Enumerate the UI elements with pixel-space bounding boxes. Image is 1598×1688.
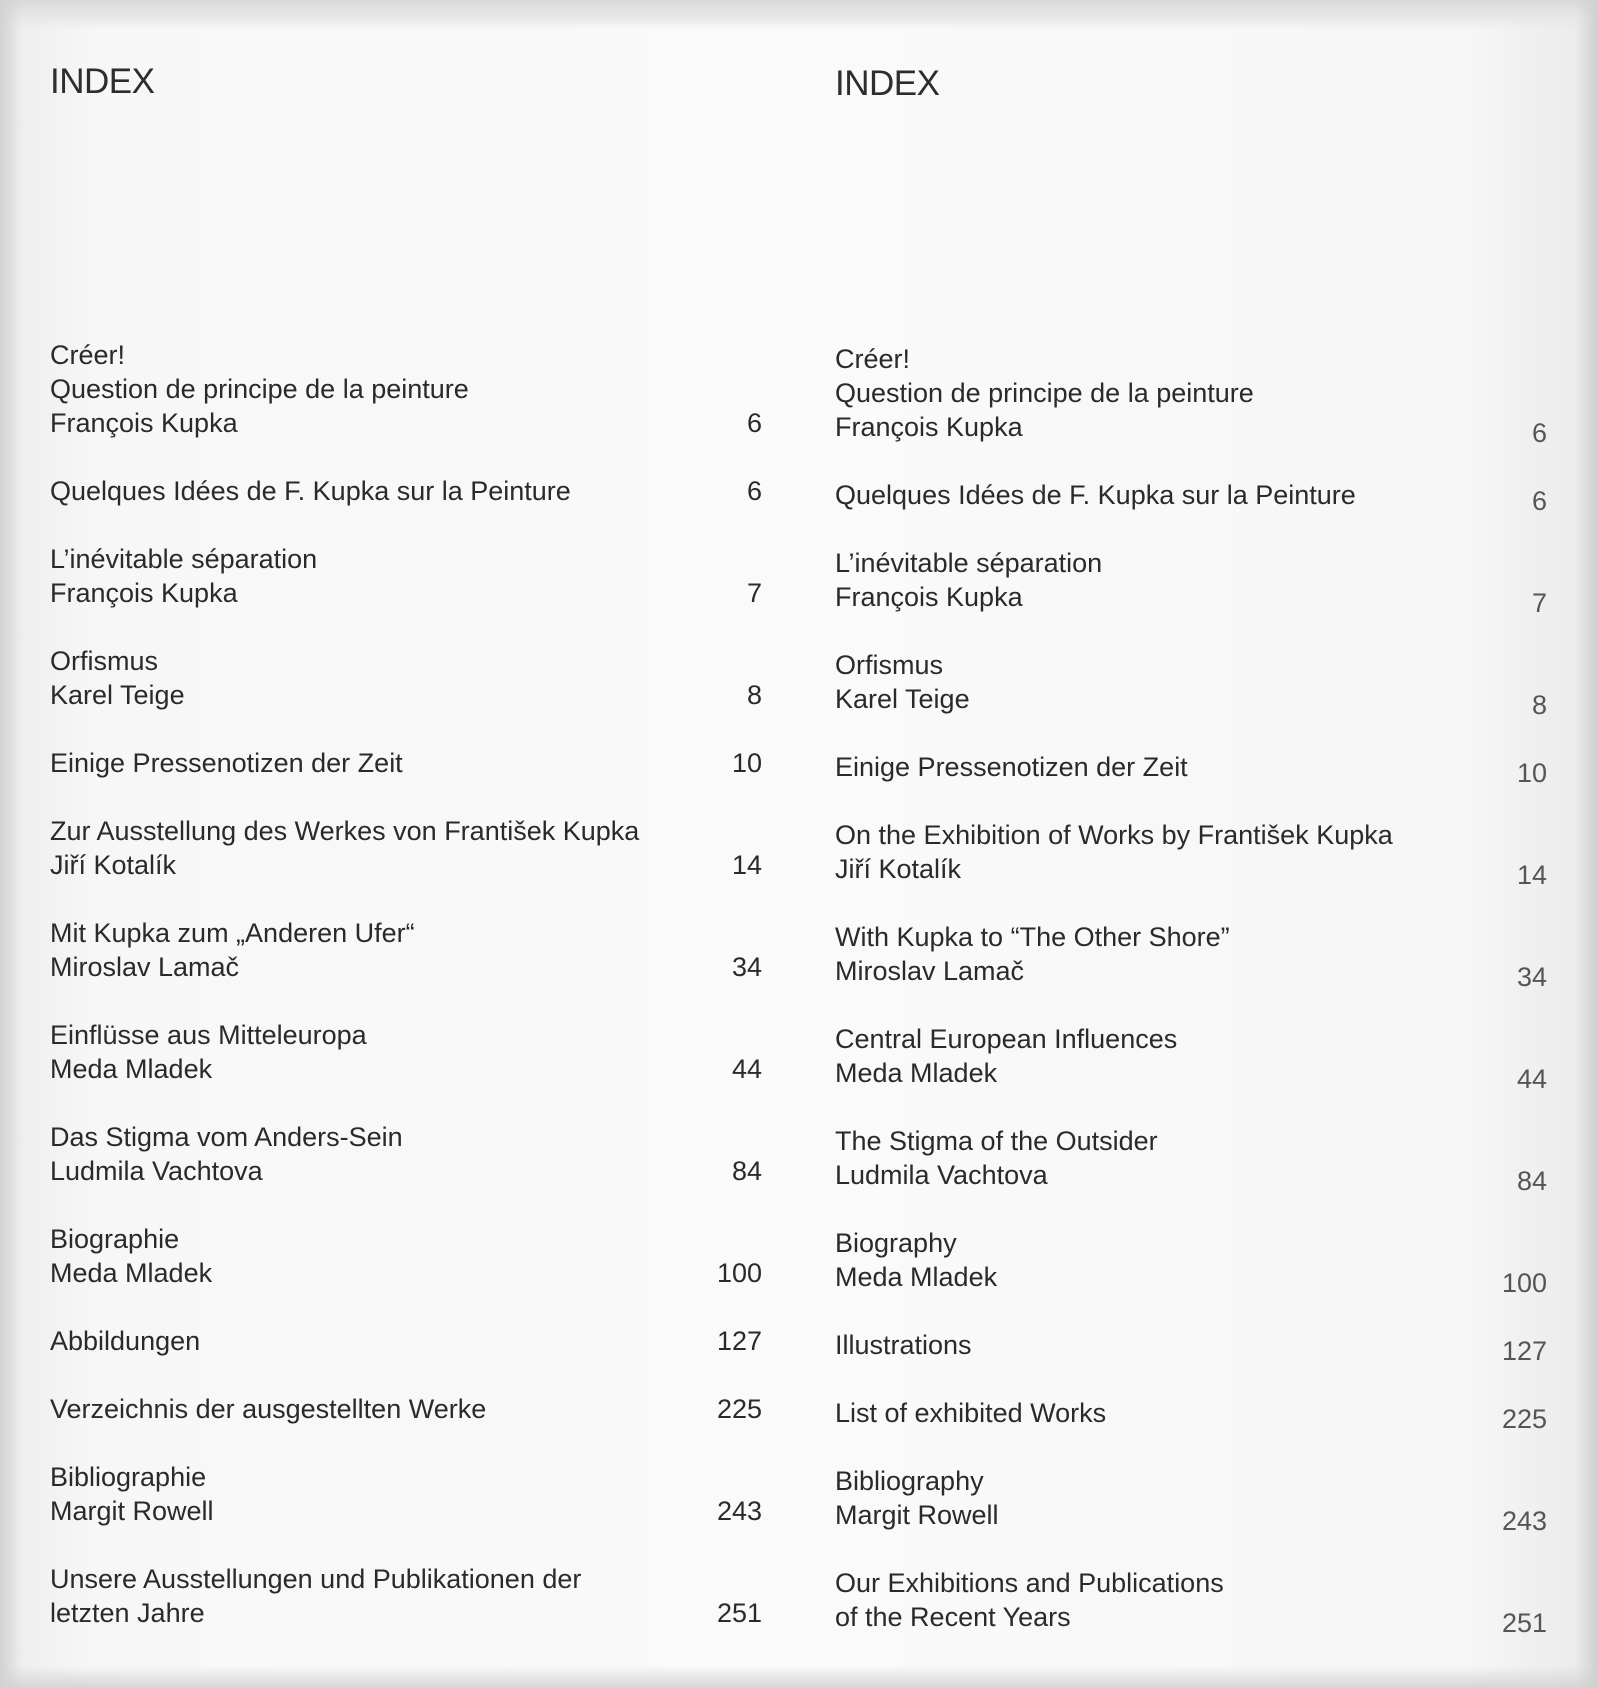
entry-page-number: 127	[716, 1326, 762, 1356]
entry-title: Orfismus	[835, 650, 943, 680]
index-entry	[835, 1328, 1547, 1366]
entry-title: Bibliographie	[50, 1462, 207, 1492]
entry-title: Quelques Idées de F. Kupka sur la Peinture	[835, 480, 1356, 510]
entry-title: Das Stigma vom Anders-Sein	[50, 1122, 403, 1152]
entry-line: Margit Rowell	[50, 1496, 214, 1526]
entry-line: Jiří Kotalík	[50, 850, 177, 880]
entry-title: With Kupka to “The Other Shore”	[835, 922, 1230, 952]
entry-line: Question de principe de la peinture	[50, 374, 469, 404]
index-entry	[50, 1562, 762, 1630]
entry-title: Zur Ausstellung des Werkes von František Kupka	[50, 816, 640, 846]
entry-page-number: 14	[1516, 860, 1547, 890]
entry-title: Unsere Ausstellungen und Publikationen der	[50, 1564, 582, 1594]
entry-line: Meda Mladek	[50, 1054, 213, 1084]
entry-line: Meda Mladek	[835, 1058, 998, 1088]
entry-title: Einflüsse aus Mitteleuropa	[50, 1020, 367, 1050]
entry-title: Verzeichnis der ausgestellten Werke	[50, 1394, 487, 1424]
index-entry	[835, 750, 1547, 788]
entry-line: Miroslav Lamač	[835, 956, 1025, 986]
entry-page-number: 7	[1531, 588, 1547, 618]
index-entry	[50, 1120, 762, 1188]
index-entry	[835, 1124, 1547, 1196]
entry-line: Question de principe de la peinture	[835, 378, 1254, 408]
entry-title: Quelques Idées de F. Kupka sur la Peinture	[50, 476, 571, 506]
index-entry	[50, 644, 762, 712]
decorative-bottom-border	[0, 1666, 1598, 1688]
entry-page-number: 243	[716, 1496, 762, 1526]
entry-title: Biography	[835, 1228, 957, 1258]
entry-page-number: 243	[1501, 1506, 1547, 1536]
entry-page-number: 84	[731, 1156, 762, 1186]
index-entry	[50, 1392, 762, 1426]
index-heading-left: INDEX	[50, 62, 155, 101]
entry-page-number: 6	[1531, 418, 1547, 448]
entry-page-number: 6	[746, 476, 762, 506]
entry-line: of the Recent Years	[835, 1602, 1071, 1632]
entry-page-number: 8	[1531, 690, 1547, 720]
index-entry	[835, 1464, 1547, 1536]
entry-title: L’inévitable séparation	[50, 544, 318, 574]
index-column-left	[50, 338, 762, 1664]
entry-title: Orfismus	[50, 646, 158, 676]
index-entry	[50, 916, 762, 984]
entry-title: Central European Influences	[835, 1024, 1178, 1054]
index-entry	[50, 814, 762, 882]
index-heading-right: INDEX	[835, 64, 940, 103]
entry-line: Meda Mladek	[835, 1262, 998, 1292]
index-entry	[835, 1226, 1547, 1298]
entry-page-number: 84	[1516, 1166, 1547, 1196]
entry-title: Bibliography	[835, 1466, 984, 1496]
entry-page-number: 7	[746, 578, 762, 608]
decorative-right-border	[1576, 0, 1598, 1688]
entry-page-number: 10	[1516, 758, 1547, 788]
entry-line: Miroslav Lamač	[50, 952, 240, 982]
entry-line: Ludmila Vachtova	[50, 1156, 263, 1186]
index-entry	[835, 648, 1547, 720]
entry-line: Meda Mladek	[50, 1258, 213, 1288]
entry-page-number: 6	[746, 408, 762, 438]
index-entry	[835, 818, 1547, 890]
index-entry	[835, 546, 1547, 618]
index-entry	[835, 1396, 1547, 1434]
index-entry	[50, 474, 762, 508]
entry-title: Illustrations	[835, 1330, 972, 1360]
entry-page-number: 34	[1516, 962, 1547, 992]
entry-page-number: 14	[731, 850, 762, 880]
entry-page-number: 251	[716, 1598, 762, 1628]
entry-page-number: 6	[1531, 486, 1547, 516]
index-entry	[835, 920, 1547, 992]
index-column-right	[835, 342, 1547, 1668]
entry-title: Einige Pressenotizen der Zeit	[50, 748, 403, 778]
entry-title: Abbildungen	[50, 1326, 201, 1356]
entry-line: François Kupka	[50, 578, 238, 608]
index-entry	[835, 1022, 1547, 1094]
entry-page-number: 10	[731, 748, 762, 778]
entry-line: Jiří Kotalík	[835, 854, 962, 884]
entry-page-number: 127	[1501, 1336, 1547, 1366]
entry-title: L’inévitable séparation	[835, 548, 1103, 578]
entry-title: Our Exhibitions and Publications	[835, 1568, 1224, 1598]
entry-line: François Kupka	[835, 412, 1023, 442]
entry-page-number: 225	[1501, 1404, 1547, 1434]
entry-page-number: 8	[746, 680, 762, 710]
index-entry	[50, 542, 762, 610]
entry-page-number: 251	[1501, 1608, 1547, 1638]
entry-page-number: 100	[716, 1258, 762, 1288]
index-entry	[50, 1324, 762, 1358]
entry-page-number: 100	[1501, 1268, 1547, 1298]
entry-page-number: 44	[731, 1054, 762, 1084]
index-entry	[835, 1566, 1547, 1638]
entry-line: Karel Teige	[835, 684, 970, 714]
entry-page-number: 34	[731, 952, 762, 982]
entry-page-number: 225	[716, 1394, 762, 1424]
entry-title: Créer!	[835, 344, 911, 374]
entry-title: List of exhibited Works	[835, 1398, 1107, 1428]
index-entry	[835, 478, 1547, 516]
entry-line: Margit Rowell	[835, 1500, 999, 1530]
entry-title: Einige Pressenotizen der Zeit	[835, 752, 1188, 782]
entry-line: François Kupka	[835, 582, 1023, 612]
index-entry	[835, 342, 1547, 448]
entry-title: Créer!	[50, 340, 126, 370]
entry-title: Biographie	[50, 1224, 180, 1254]
entry-page-number: 44	[1516, 1064, 1547, 1094]
entry-title: Mit Kupka zum „Anderen Ufer“	[50, 918, 415, 948]
entry-line: Ludmila Vachtova	[835, 1160, 1048, 1190]
entry-line: letzten Jahre	[50, 1598, 205, 1628]
index-entry	[50, 338, 762, 440]
index-entry	[50, 1460, 762, 1528]
entry-line: François Kupka	[50, 408, 238, 438]
index-entry	[50, 746, 762, 780]
entry-title: The Stigma of the Outsider	[835, 1126, 1158, 1156]
entry-title: On the Exhibition of Works by František Kupka	[835, 820, 1393, 850]
index-entry	[50, 1222, 762, 1290]
index-entry	[50, 1018, 762, 1086]
decorative-top-border	[0, 0, 1598, 30]
decorative-left-border	[0, 0, 22, 1688]
entry-line: Karel Teige	[50, 680, 185, 710]
